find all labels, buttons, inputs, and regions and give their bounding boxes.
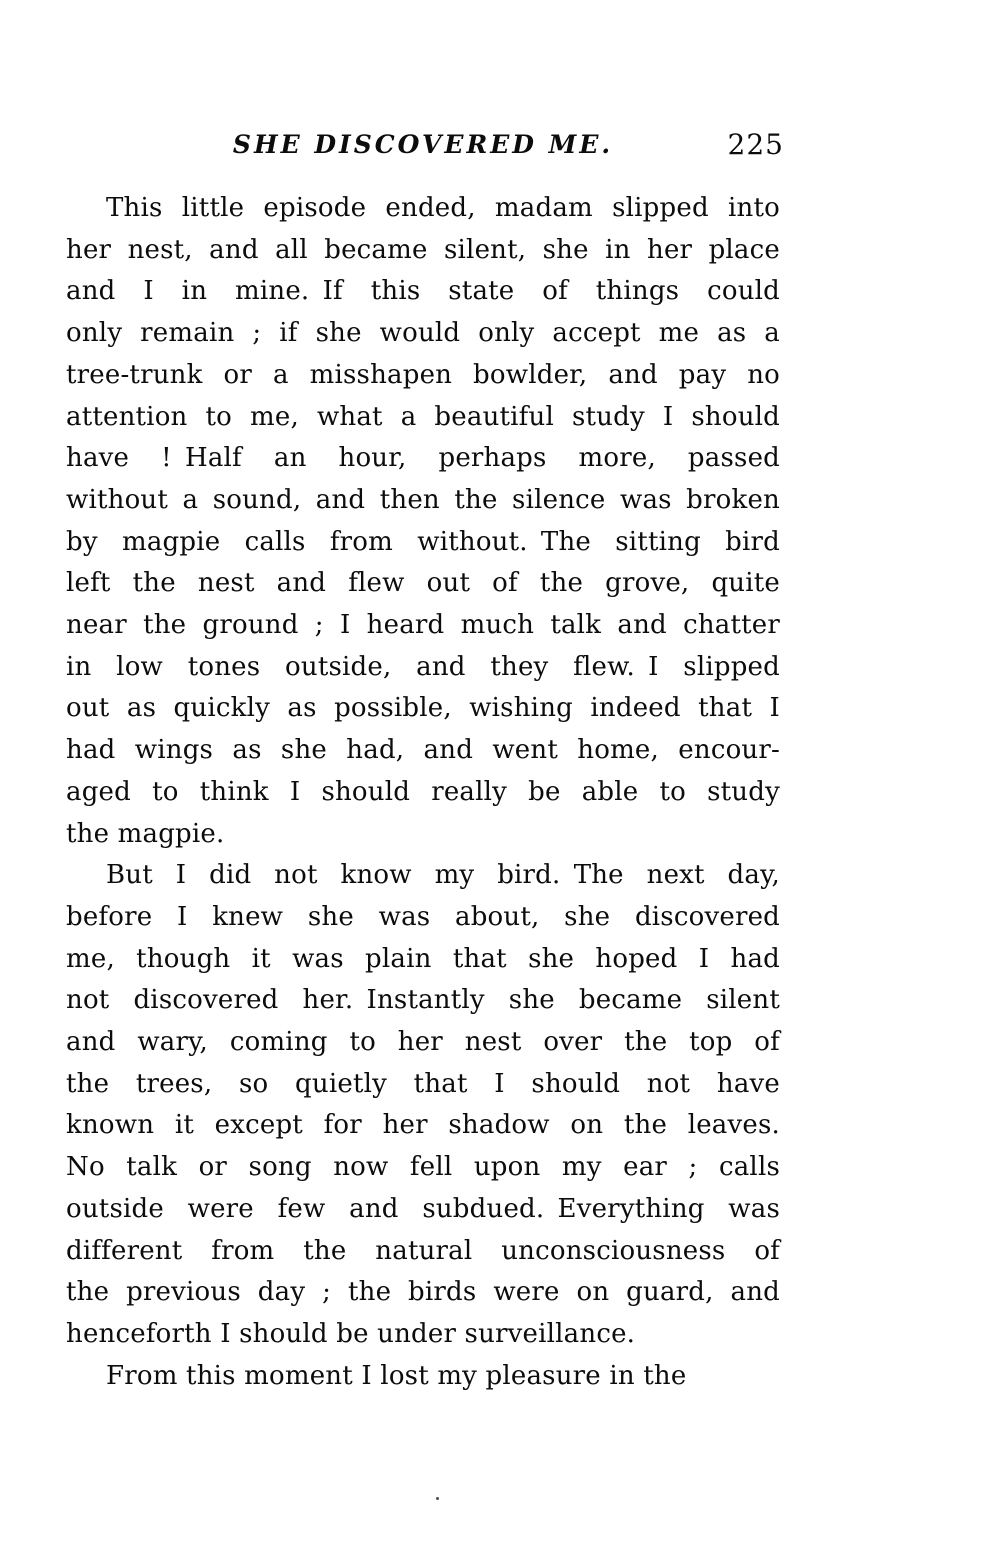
text-line: henceforth I should be under surveillance.	[66, 1318, 636, 1349]
text-line: in low tones outside, and they flew. I slipped	[66, 651, 780, 682]
text-line: only remain ; if she would only accept me as a	[66, 318, 780, 349]
text-line: But I did not know my bird. The next day,	[106, 860, 780, 891]
paragraph	[66, 188, 780, 855]
text-line: had wings as she had, and went home, encour-	[66, 735, 780, 766]
text-line: before I knew she was about, she discovered	[66, 901, 780, 932]
text-line: near the ground ; I heard much talk and chatter	[66, 610, 780, 641]
text-line: the trees, so quietly that I should not have	[66, 1068, 780, 1099]
running-header	[66, 128, 784, 170]
text-line: No talk or song now fell upon my ear ; calls	[66, 1152, 780, 1183]
text-line: outside were few and subdued. Everything was	[66, 1193, 780, 1224]
text-line: out as quickly as possible, wishing indeed that I	[66, 693, 780, 724]
text-line: and wary, coming to her nest over the top of	[66, 1027, 780, 1058]
text-line: me, though it was plain that she hoped I had	[66, 943, 780, 974]
page-number: 225	[727, 128, 784, 161]
text-line: by magpie calls from without. The sitting bird	[66, 526, 780, 557]
text-line: left the nest and flew out of the grove, quite	[66, 568, 780, 599]
text-line: the magpie.	[66, 818, 225, 849]
text-line: known it except for her shadow on the leaves.	[66, 1110, 780, 1141]
page-body	[66, 188, 780, 1397]
paragraph	[66, 1356, 780, 1398]
text-line: and I in mine. If this state of things could	[66, 276, 780, 307]
paragraph	[66, 855, 780, 1355]
text-line: without a sound, and then the silence was broken	[66, 484, 780, 515]
text-line: From this moment I lost my pleasure in the	[106, 1360, 687, 1391]
text-line: attention to me, what a beautiful study I should	[66, 401, 780, 432]
text-line: tree-trunk or a misshapen bowlder, and pay no	[66, 359, 780, 390]
text-line: not discovered her. Instantly she became silent	[66, 985, 780, 1016]
ink-speck	[436, 1497, 439, 1500]
text-line: aged to think I should really be able to study	[66, 776, 780, 807]
text-line: the previous day ; the birds were on guard, and	[66, 1277, 780, 1308]
text-line: different from the natural unconsciousness of	[66, 1235, 780, 1266]
text-line: her nest, and all became silent, she in her place	[66, 234, 780, 265]
text-line: have ! Half an hour, perhaps more, passed	[66, 443, 780, 474]
header-title: SHE DISCOVERED ME.	[232, 130, 614, 159]
text-line: This little episode ended, madam slipped into	[106, 193, 780, 223]
